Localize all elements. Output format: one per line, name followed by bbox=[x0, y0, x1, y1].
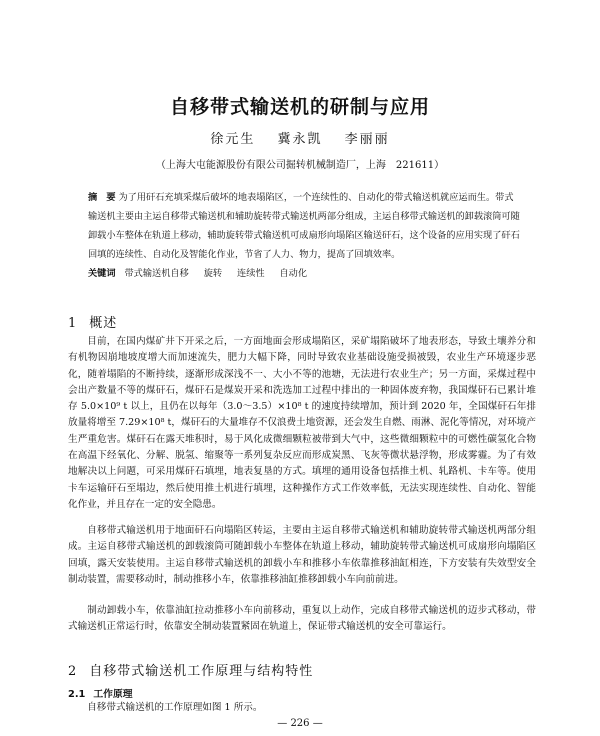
section-heading bbox=[68, 312, 117, 331]
subsection-heading bbox=[68, 686, 133, 700]
body-paragraph: 制动卸载小车，依靠油缸拉动推移小车向前移动，重复以上动作，完成自移带式输送机的迈步式移动，带式输送机正常运行时，依靠安全制动装置紧固在轨道上，保证带式输送机的安全可靠运行。 bbox=[68, 605, 536, 633]
section-number: 2 bbox=[68, 664, 78, 679]
section-number: 1 bbox=[68, 316, 78, 331]
subsection-number: 2.1 bbox=[68, 689, 86, 700]
abstract-text: 为了用矸石充填采煤后破坏的地表塌陷区，一个连续性的、自动化的带式输送机就应运而生。带式输送机主要由主运自移带式输送机和辅助旋转带式输送机两部分组成，主运自移带式输送机的卸载滚筒可随卸载小车整体在轨道上移动，辅助旋转带式输送机可成扇形向塌陷区输送矸石，这个设备的应用实现了矸石回填的连续性、自动化及智能化作业，节省了人力、物力，提高了回填效率。 bbox=[88, 192, 520, 260]
abstract-label: 摘 要 bbox=[88, 192, 116, 203]
paper-title: 自移带式输送机的研制与应用 bbox=[169, 96, 430, 118]
author-list bbox=[0, 128, 600, 147]
section-title: 自移带式输送机工作原理与结构特性 bbox=[89, 664, 314, 679]
keyword: 带式输送机自移 bbox=[124, 268, 189, 279]
body-paragraph: 自移带式输送机用于地面矸石向塌陷区转运，主要由主运自移带式输送机和辅助旋转带式输送机两部分组成。主运自移带式输送机的卸载滚筒可随卸载小车整体在轨道上移动，辅助旋转带式输送机可成扇形向塌陷区回填，露天安装使用。主运自移带式输送机的卸载小车和推移小车依靠推移油缸相连，下方安装有失效型安全制动装置，需要移动时，制动推移小车，依靠推移油缸推移卸载小车向前前进。 bbox=[68, 525, 536, 585]
section-title: 概述 bbox=[89, 316, 118, 331]
keywords-label: 关键词 bbox=[88, 268, 116, 279]
author-name: 李丽丽 bbox=[344, 132, 390, 147]
abstract bbox=[88, 188, 520, 264]
page-number: — 226 — bbox=[277, 718, 323, 729]
keywords bbox=[88, 265, 528, 279]
body-paragraph: 自移带式输送机的工作原理如图 1 所示。 bbox=[87, 702, 263, 713]
body-paragraph: 目前，在国内煤矿井下开采之后，一方面地面会形成塌陷区，采矿塌陷破坏了地表形态，导致土壤养分和有机物因崩地坡度增大而加速流失，肥力大幅下降，同时导致农业基础设施受损被毁，农业生产环境逐步恶化，随着塌陷的不断持续，逐渐形成深浅不一、大小不等的池塘，无法进行农业生产；另一方面，采煤过程中会出产数量不等的煤矸石，煤矸石是煤炭开采和洗选加工过程中排出的一种固体废弃物，我国煤矸石已累计堆存 5.0×10⁹ t 以上，且仍在以每年（3.0～3.5）×10⁸ t 的速度持续增加，预计到 2020 年，全国煤矸石年排放量将增至 7.29×10⁸ t，煤矸石的大量堆存不仅浪费土地资源，还会发生自燃、雨淋、泥化等情况，对环境产生严重危害。煤矸石在露天堆积时，易于风化成微细颗粒被带到大气中，这些微细颗粒中的可燃性碳氢化合物在高温下经氧化、分解、脱氢、缩聚等一系列复杂反应而形成炭黑、飞灰等微状悬浮物，形成雾霾。为了有效地解决以上问题，可采用煤矸石填埋，地表复垦的方式。填埋的通用设备包括推土机、轧路机、卡车等。使用卡车运输矸石至塌边，然后使用推土机进行填埋，这种操作方式工作效率低，无法实现连续性、自动化、智能化作业，并且存在一定的安全隐患。 bbox=[68, 336, 536, 510]
subsection-title: 工作原理 bbox=[93, 689, 133, 700]
author-name: 徐元生 bbox=[210, 132, 256, 147]
section-heading bbox=[68, 660, 313, 679]
keyword: 自动化 bbox=[279, 268, 308, 279]
author-name: 冀永凯 bbox=[277, 132, 323, 147]
affiliation: （上海大屯能源股份有限公司掘转机械制造厂，上海 221611） bbox=[155, 160, 445, 171]
keyword: 旋转 bbox=[203, 268, 223, 279]
keyword: 连续性 bbox=[237, 268, 265, 279]
